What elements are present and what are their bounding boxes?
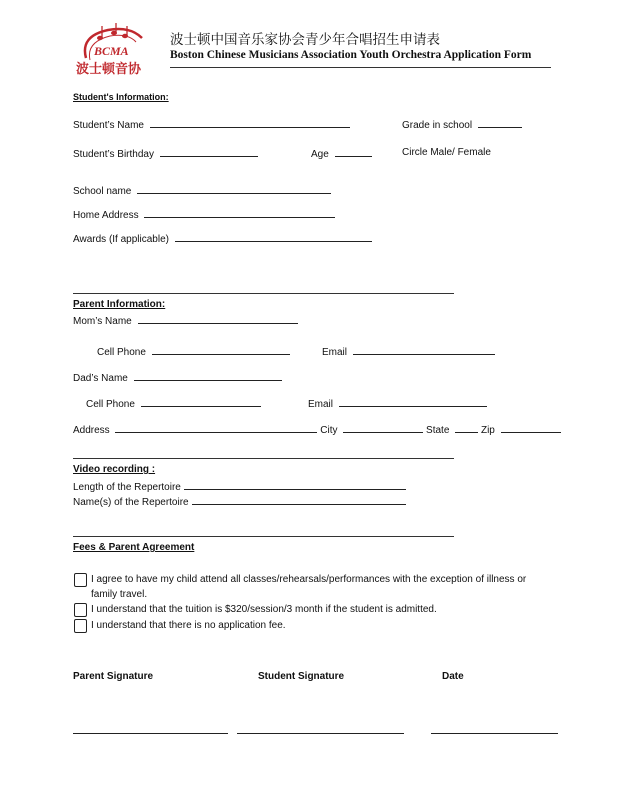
logo-text: BCMA [94, 44, 129, 58]
mom-name-label: Mom’s Name [73, 316, 132, 327]
student-section-divider [73, 293, 454, 294]
dad-name-field[interactable] [134, 371, 282, 381]
agreement-checkbox-3[interactable] [74, 619, 87, 633]
state-field[interactable] [455, 423, 478, 433]
birthday-label: Student’s Birthday [73, 149, 154, 160]
grade-field[interactable] [478, 118, 522, 128]
parent-signature-line[interactable] [73, 733, 228, 734]
awards-label: Awards (If applicable) [73, 234, 169, 245]
repertoire-names-label: Name(s) of the Repertoire [73, 497, 189, 508]
agreement-checkbox-2[interactable] [74, 603, 87, 617]
mom-name-field[interactable] [138, 314, 298, 324]
repertoire-length-field[interactable] [184, 480, 406, 490]
logo [72, 20, 162, 80]
logo-chinese-text: 波士顿音协 [76, 62, 142, 77]
awards-field[interactable] [175, 232, 372, 242]
dad-email-label: Email [308, 399, 334, 410]
title-english: Boston Chinese Musicians Association Youth Orchestra Application Form [170, 49, 532, 61]
awards-row [73, 232, 372, 246]
dad-email-row [308, 397, 487, 411]
city-label: City [320, 425, 338, 436]
age-row [311, 147, 372, 161]
address-row [73, 423, 561, 437]
address-field[interactable] [115, 423, 317, 433]
video-section-divider [73, 536, 454, 537]
parent-section-title: Parent Information: [73, 299, 166, 310]
student-signature-line[interactable] [237, 733, 404, 734]
city-field[interactable] [343, 423, 423, 433]
birthday-field[interactable] [160, 147, 258, 157]
birthday-row [73, 147, 258, 161]
mom-email-label: Email [322, 347, 348, 358]
student-signature-label: Student Signature [258, 671, 345, 682]
dad-name-label: Dad’s Name [73, 373, 128, 384]
mom-email-field[interactable] [353, 345, 495, 355]
school-label: School name [73, 186, 132, 197]
student-section-title: Student's Information: [73, 92, 169, 102]
parent-signature-label: Parent Signature [73, 671, 154, 682]
repertoire-names-field[interactable] [192, 495, 406, 505]
grade-row [402, 118, 522, 132]
agreement-text-1: I agree to have my child attend all classes/rehearsals/performances with the exception of illness or family travel. [91, 574, 527, 600]
age-field[interactable] [335, 147, 372, 157]
repertoire-length-label: Length of the Repertoire [73, 482, 181, 493]
parent-section-divider [73, 458, 454, 459]
student-name-field[interactable] [150, 118, 350, 128]
zip-field[interactable] [501, 423, 561, 433]
student-name-label: Student’s Name [73, 120, 144, 131]
title-chinese: 波士顿中国音乐家协会青少年合唱招生申请表 [170, 32, 440, 48]
video-section-title: Video recording : [73, 464, 156, 475]
agreement-text-3: I understand that there is no application fee. [91, 620, 286, 631]
mom-name-row [73, 314, 298, 328]
date-label: Date [442, 671, 464, 682]
home-address-field[interactable] [144, 208, 335, 218]
dad-name-row [73, 371, 282, 385]
age-label: Age [311, 149, 329, 160]
dad-email-field[interactable] [339, 397, 487, 407]
agreement-checkbox-1[interactable] [74, 573, 87, 587]
repertoire-names-row [73, 495, 406, 509]
school-row [73, 184, 331, 198]
school-field[interactable] [137, 184, 331, 194]
date-line[interactable] [431, 733, 558, 734]
mom-email-row [322, 345, 495, 359]
mom-cell-row [97, 345, 290, 359]
state-label: State [426, 425, 450, 436]
gender-label[interactable]: Circle Male/ Female [402, 147, 491, 158]
dad-cell-label: Cell Phone [86, 399, 135, 410]
address-label: Address [73, 425, 110, 436]
zip-label: Zip [480, 425, 495, 436]
mom-cell-field[interactable] [152, 345, 290, 355]
mom-cell-label: Cell Phone [97, 347, 146, 358]
fees-section-title: Fees & Parent Agreement [73, 542, 195, 553]
header-rule [170, 67, 551, 68]
dad-cell-row [86, 397, 261, 411]
student-name-row [73, 118, 350, 132]
dad-cell-field[interactable] [141, 397, 261, 407]
home-address-row [73, 208, 335, 222]
home-address-label: Home Address [73, 210, 139, 221]
grade-label: Grade in school [402, 120, 473, 131]
repertoire-length-row [73, 480, 406, 494]
agreement-text-2: I understand that the tuition is $320/session/3 month if the student is admitted. [91, 604, 437, 615]
